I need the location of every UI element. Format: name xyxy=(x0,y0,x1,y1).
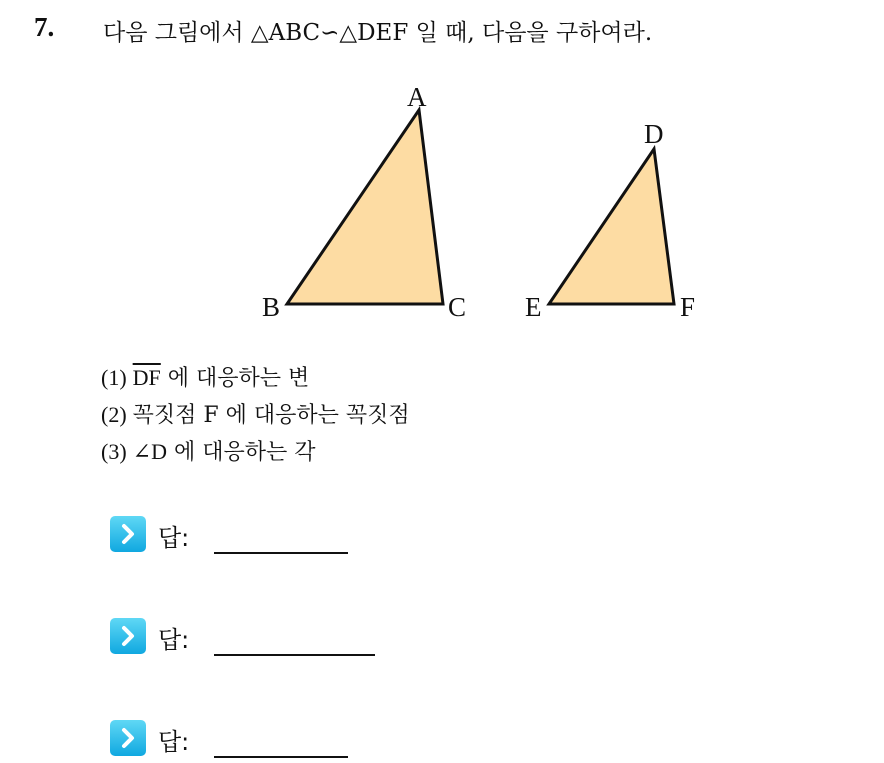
subquestion-number: (3) xyxy=(101,439,127,464)
answer-blank-1[interactable] xyxy=(214,552,348,554)
vertex-label-b: B xyxy=(262,292,281,322)
triangle-def xyxy=(549,149,674,304)
vertex-label-a: A xyxy=(407,82,427,112)
subquestion-text: 에 대응하는 변 xyxy=(160,366,310,391)
vertex-label-f: F xyxy=(680,292,696,322)
subquestion-text: 꼭짓점 F 에 대응하는 꼭짓점 xyxy=(132,403,410,428)
segment-df: $\overline{DF}$ xyxy=(132,365,161,390)
chevron-right-icon xyxy=(110,720,146,756)
similar-triangles-figure xyxy=(0,0,884,340)
answer-blank-2[interactable] xyxy=(214,654,375,656)
question-number: 7. xyxy=(34,12,55,42)
question-text: 다음 그림에서 △ABC∽△DEF 일 때, 다음을 구하여라. xyxy=(103,20,653,46)
subquestion-number: (2) xyxy=(101,402,127,427)
answer-label: 답: xyxy=(158,524,190,552)
chevron-right-icon xyxy=(110,618,146,654)
answer-label: 답: xyxy=(158,728,190,756)
angle-d: ∠D xyxy=(132,439,167,464)
subquestion-3 xyxy=(101,435,315,466)
triangle-abc xyxy=(287,110,443,304)
vertex-label-c: C xyxy=(448,292,467,322)
vertex-label-e: E xyxy=(525,292,542,322)
vertex-label-d: D xyxy=(644,119,664,149)
chevron-right-icon xyxy=(110,516,146,552)
answer-label: 답: xyxy=(158,626,190,654)
subquestion-text: 에 대응하는 각 xyxy=(166,440,316,465)
answer-blank-3[interactable] xyxy=(214,756,348,758)
subquestion-number: (1) xyxy=(101,365,127,390)
subquestion-2 xyxy=(101,398,410,429)
subquestion-1 xyxy=(101,361,309,392)
